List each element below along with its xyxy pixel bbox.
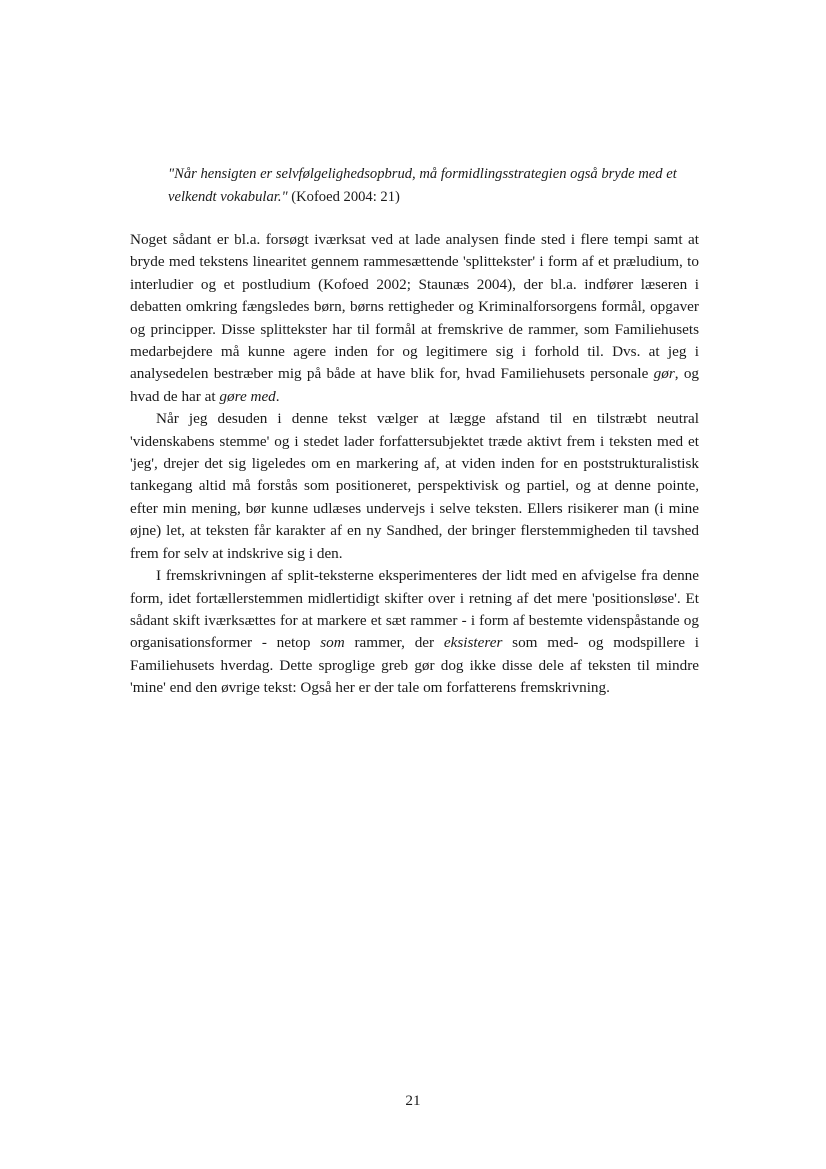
paragraph-3-emphasis-2: eksisterer (443, 634, 503, 652)
paragraph-3 (130, 565, 699, 699)
body-text (130, 229, 699, 700)
block-quote (168, 163, 688, 209)
paragraph-1-emphasis-1: gør (653, 365, 675, 383)
paragraph-1-part-1: Noget sådant er bl.a. forsøgt iværksat ved at lade analysen finde sted i flere tempi samt at bryde med tekstens linearitet gennem rammesættende 'splittekster' i form af et præludium, to interludier og et postludium (Kofoed 2002; Staunæs 2004), der bl.a. indfører læseren i debatten omkring fængsledes børn, børns rettigheder og Kriminalforsorgens formål, opgaver og principper. Disse splittekster har til formål at fremskrive de rammer, som Familiehusets medarbejdere må kunne agere inden for og legitimere sig i forhold til. Dvs. at jeg i analysedelen bestræber mig på både at have blik for, hvad Familiehusets personale (130, 231, 699, 383)
quote-text: "Når hensigten er selvfølgelighedsopbrud, må formidlingsstrategien også bryde med et velkendt vokabular." (168, 166, 677, 205)
paragraph-2: Når jeg desuden i denne tekst vælger at lægge afstand til en tilstræbt neutral 'videnskabens stemme' og i stedet lader forfattersubjektet træde aktivt frem i teksten med et 'jeg', drejer det sig ligeledes om en markering af, at viden inden for en poststrukturalistisk tankegang altid må forstås som positioneret, perspektivisk og partiel, og at denne pointe, efter min mening, bør kunne udlæses undervejs i selve teksten. Ellers risikerer man (i mine øjne) let, at teksten får karakter af en ny Sandhed, der bringer flerstemmigheden til tavshed frem for selv at indskrive sig i den. (130, 410, 699, 562)
paragraph-1-part-3: , og hvad de har at (130, 365, 700, 405)
paragraph-1-part-5: . (275, 387, 280, 405)
page-number: 21 (405, 1092, 421, 1109)
paragraph-1 (130, 229, 699, 408)
paragraph-3-part-1: I fremskrivningen af split-teksterne eksperimenteres der lidt med en afvigelse fra denne form, idet fortællerstemmen midlertidigt skifter over i retning af det mere 'positionsløse'. Et sådant skift iværksættes for at markere et sæt rammer - i form af bestemte videnspåstande og organisationsformer - netop (130, 567, 699, 652)
paragraph-1-emphasis-2: gøre med (219, 387, 276, 405)
paragraph-3-emphasis-1: som (320, 634, 345, 652)
paragraph-3-part-3: rammer, der (344, 634, 444, 652)
paragraph-3-part-5: som med- og modspillere i Familiehusets hverdag. Dette sproglige greb gør dog ikke disse dele af teksten til mindre 'mine' end den øvrige tekst: Også her er der tale om forfatterens fremskrivning. (130, 634, 699, 697)
quote-citation: (Kofoed 2004: 21) (287, 189, 400, 205)
